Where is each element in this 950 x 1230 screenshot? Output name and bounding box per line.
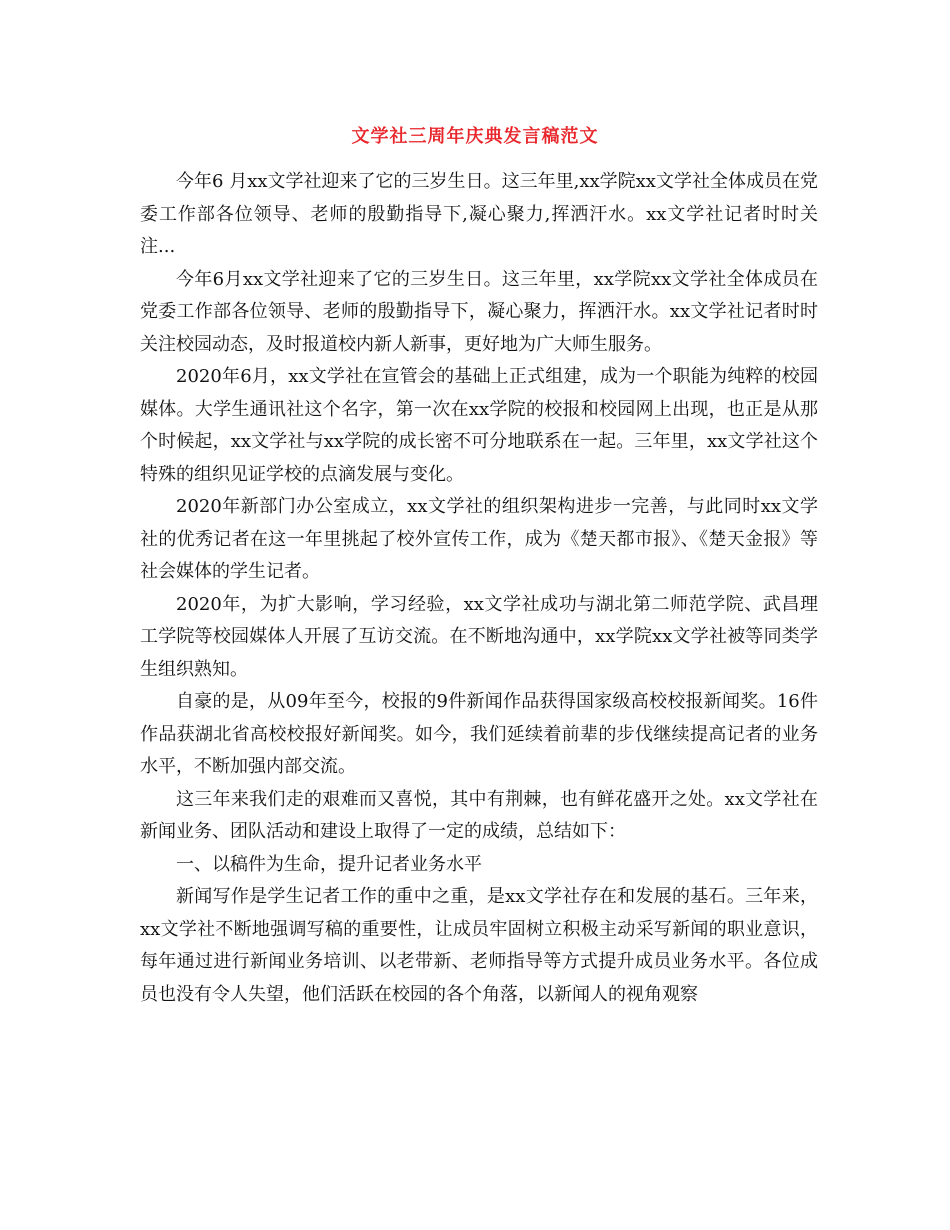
paragraph-intro-excerpt: 今年6 月xx文学社迎来了它的三岁生日。这三年里,xx学院xx文学社全体成员在党委工作部各位领导、老师的殷勤指导下,凝心聚力,挥洒汗水。xx文学社记者时时关注... <box>140 171 818 257</box>
section-heading-1: 一、以稿件为生命，提升记者业务水平 <box>176 853 482 875</box>
paragraph-news-writing: 新闻写作是学生记者工作的重中之重，是xx文学社存在和发展的基石。三年来，xx文学社不断地强调写稿的重要性，让成员牢固树立积极主动采写新闻的职业意识，每年通过进行新闻业务培训、以老带新、老师指导等方式提升成员业务水平。各位成员也没有令人失望，他们活跃在校园的各个角落，以新闻人的视角观察 <box>140 886 818 1005</box>
paragraph-intro: 今年6月xx文学社迎来了它的三岁生日。这三年里，xx学院xx文学社全体成员在党委工作部各位领导、老师的殷勤指导下，凝心聚力，挥洒汗水。xx文学社记者时时关注校园动态，及时报道校内新人新事，更好地为广大师生服务。 <box>140 268 818 355</box>
paragraph-exchange: 2020年，为扩大影响，学习经验，xx文学社成功与湖北第二师范学院、武昌理工学院等校园媒体人开展了互访交流。在不断地沟通中，xx学院xx文学社被等同类学生组织熟知。 <box>140 593 818 680</box>
paragraph-new-office: 2020年新部门办公室成立，xx文学社的组织架构进步一完善，与此同时xx文学社的优秀记者在这一年里挑起了校外宣传工作，成为《楚天都市报》、《楚天金报》等社会媒体的学生记者。 <box>140 496 818 582</box>
paragraph-founding: 2020年6月，xx文学社在宣管会的基础上正式组建，成为一个职能为纯粹的校园媒体。大学生通讯社这个名字，第一次在xx学院的校报和校园网上出现，也正是从那个时候起，xx文学社与xx学院的成长密不可分地联系在一起。三年里，xx文学社这个特殊的组织见证学校的点滴发展与变化。 <box>140 366 818 485</box>
paragraph-summary: 这三年来我们走的艰难而又喜悦，其中有荆棘，也有鲜花盛开之处。xx文学社在新闻业务、团队活动和建设上取得了一定的成绩，总结如下： <box>140 788 818 842</box>
paragraph-awards: 自豪的是，从09年至今，校报的9件新闻作品获得国家级高校校报新闻奖。16件作品获湖北省高校校报好新闻奖。如今，我们延续着前辈的步伐继续提高记者的业务水平，不断加强内部交流。 <box>140 691 818 777</box>
document-title: 文学社三周年庆典发言稿范文 <box>351 126 599 147</box>
document-body <box>140 166 818 1011</box>
